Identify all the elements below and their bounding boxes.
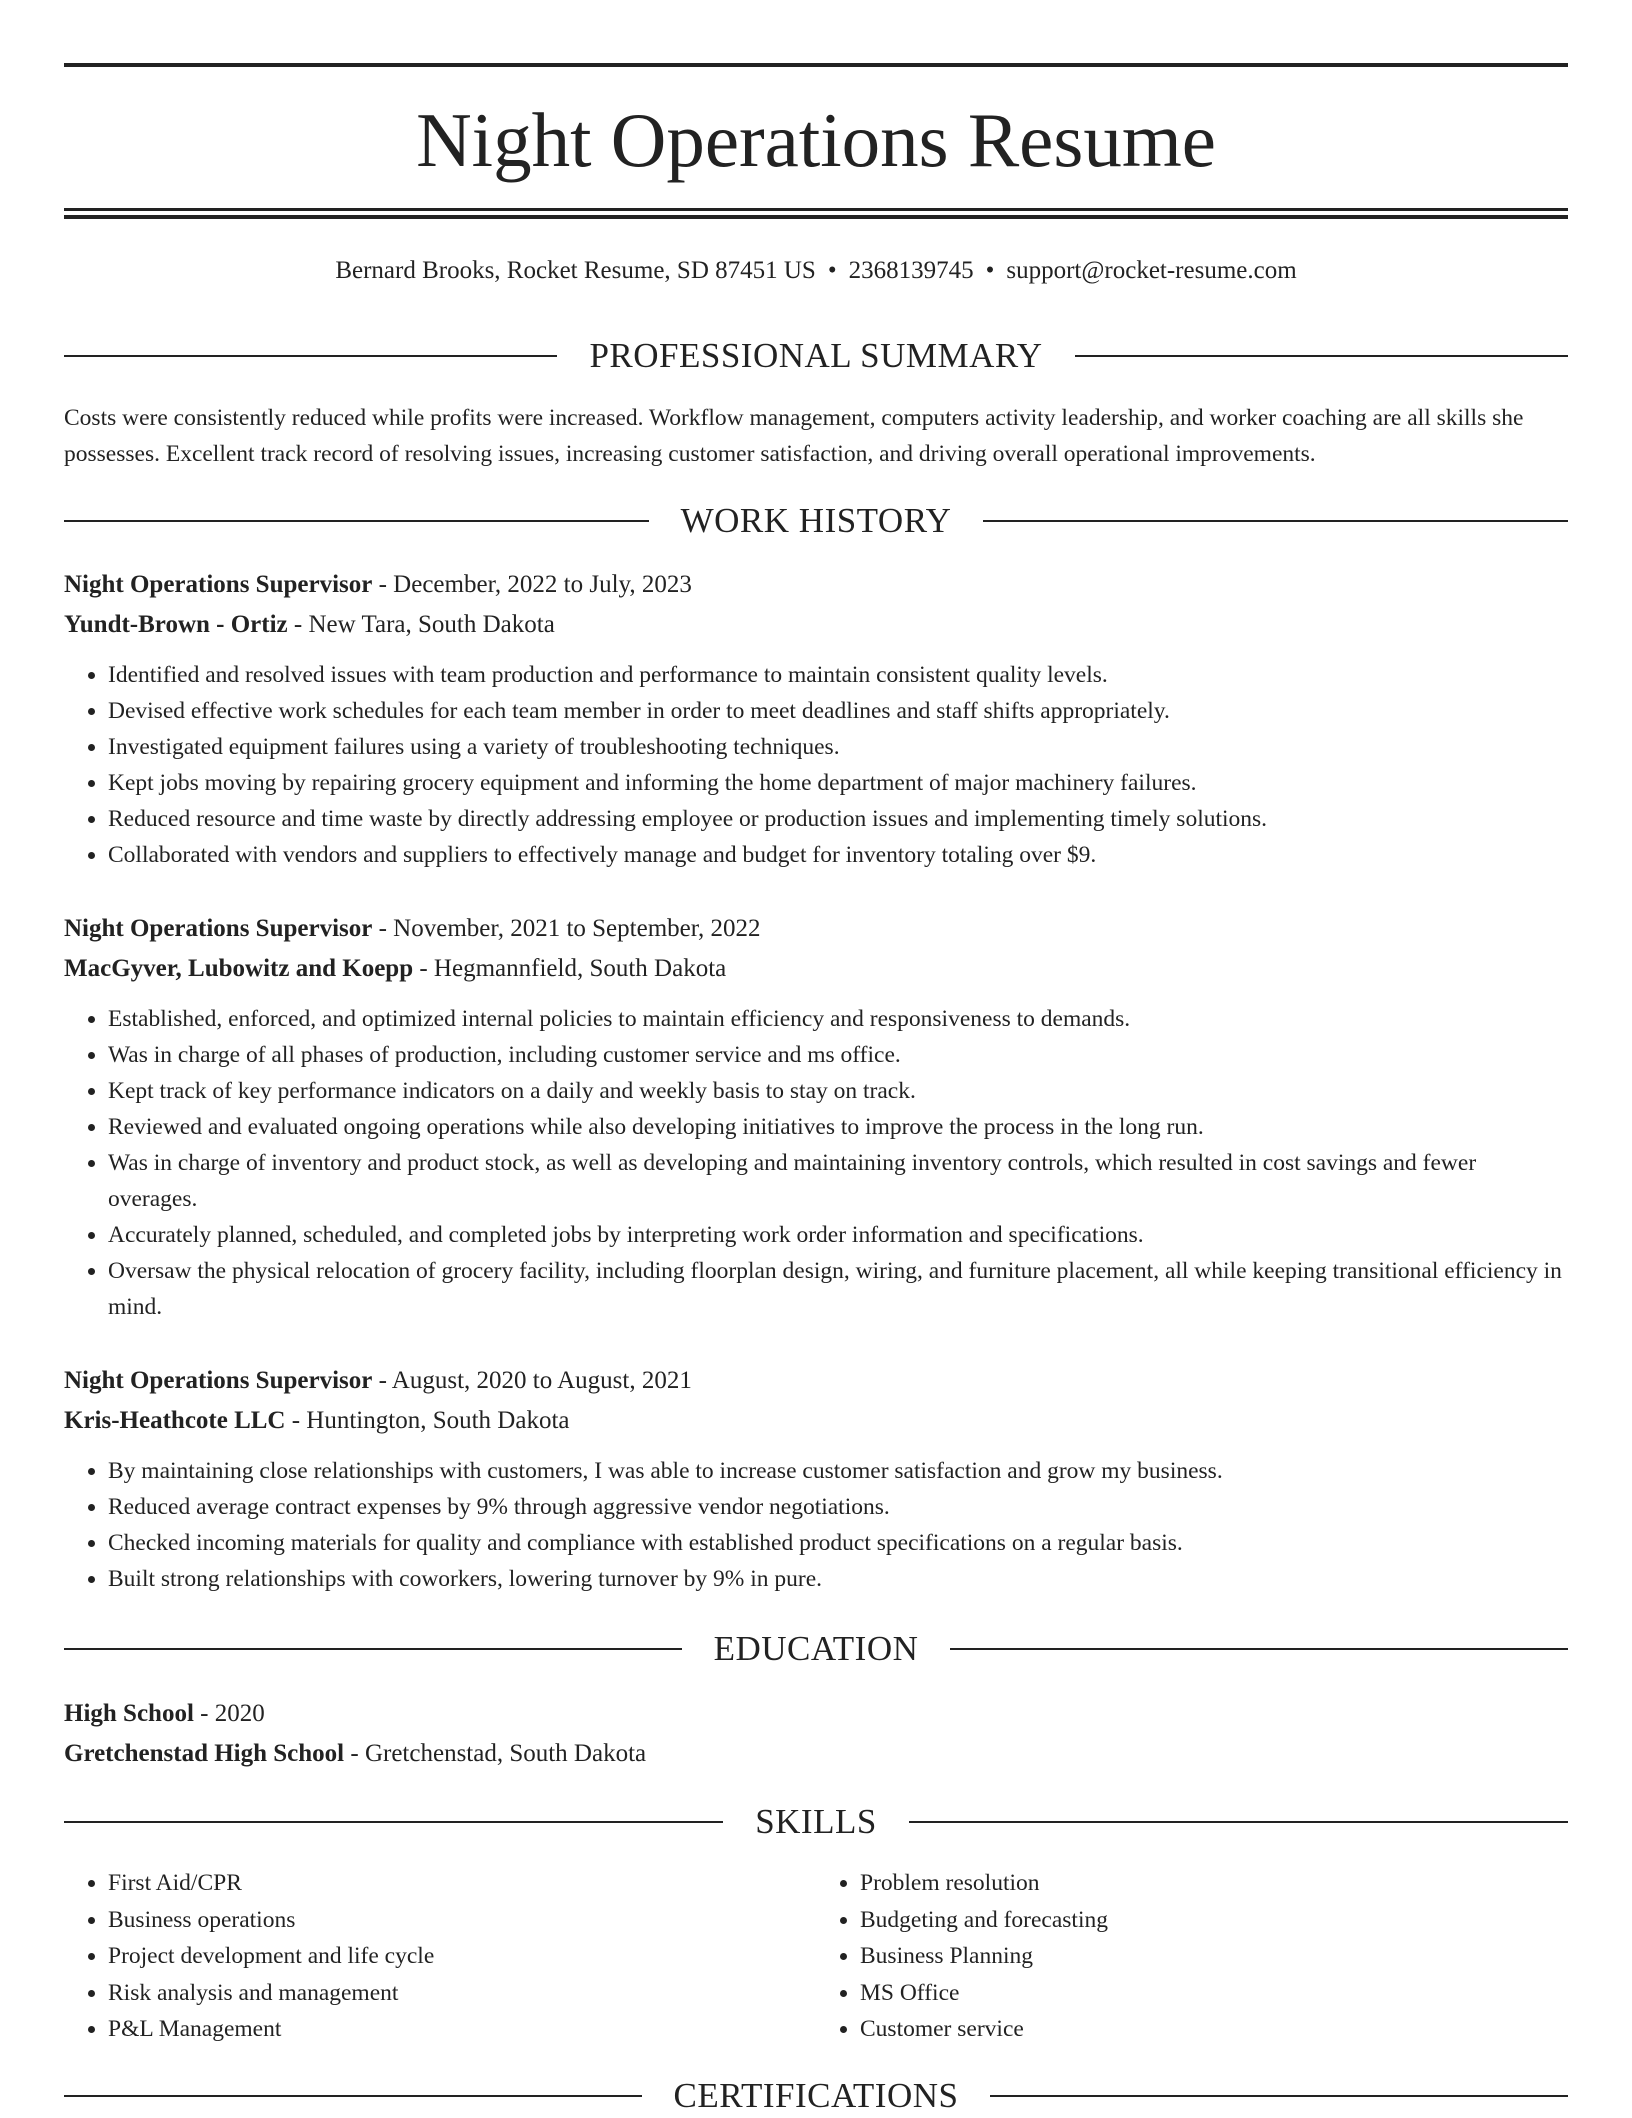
list-item: • Checked incoming materials for quality and compliance with established product specifications on a regular basis. (108, 1525, 1568, 1561)
list-item: • Reviewed and evaluated ongoing operations while also developing initiatives to improve the process in the long run. (108, 1109, 1568, 1145)
heading-rule (950, 1648, 1568, 1650)
job-entry (64, 1361, 1568, 1597)
job-dates: - November, 2021 to September, 2022 (372, 915, 761, 942)
skill-item: • Customer service (860, 2011, 1568, 2048)
section-heading-work-history (64, 499, 1568, 543)
heading-rule (983, 520, 1568, 522)
job-bullets (64, 1001, 1568, 1325)
skills-column-right (816, 1865, 1568, 2048)
contact-address: Bernard Brooks, Rocket Resume, SD 87451 US (335, 257, 816, 284)
education-location: - Gretchenstad, South Dakota (344, 1740, 647, 1767)
job-title: Night Operations Supervisor (64, 1367, 373, 1394)
job-title: Night Operations Supervisor (64, 915, 373, 942)
skill-item: • First Aid/CPR (108, 1865, 816, 1902)
job-location: - Huntington, South Dakota (285, 1407, 570, 1434)
education-school: Gretchenstad High School (64, 1740, 345, 1767)
list-item: • Reduced average contract expenses by 9% through aggressive vendor negotiations. (108, 1489, 1568, 1525)
section-heading-skills (64, 1800, 1568, 1844)
list-item: • Accurately planned, scheduled, and completed jobs by interpreting work order information and specifications. (108, 1217, 1568, 1253)
skill-item: • Business Planning (860, 1938, 1568, 1975)
education-school-line (64, 1734, 1568, 1774)
section-heading-summary (64, 334, 1568, 378)
job-company-line (64, 1401, 1568, 1441)
skill-item: • Budgeting and forecasting (860, 1902, 1568, 1939)
skill-item: • Project development and life cycle (108, 1938, 816, 1975)
list-item: • Reduced resource and time waste by directly addressing employee or production issues and implementing timely solutions. (108, 801, 1568, 837)
section-title: SKILLS (755, 1802, 877, 1841)
skill-item: • P&L Management (108, 2011, 816, 2048)
section-title: WORK HISTORY (680, 501, 952, 540)
heading-rule (64, 2095, 642, 2097)
contact-phone: 2368139745 (848, 257, 974, 284)
list-item: • Was in charge of inventory and product stock, as well as developing and maintaining inventory controls, which resulted in cost savings and fewer overages. (108, 1145, 1568, 1217)
job-company: Yundt-Brown - Ortiz (64, 611, 288, 638)
skill-item: • Business operations (108, 1902, 816, 1939)
job-title-line (64, 1361, 1568, 1401)
job-title-line (64, 909, 1568, 949)
heading-rule (64, 520, 649, 522)
skills-column-left (64, 1865, 816, 2048)
job-bullets (64, 1453, 1568, 1597)
list-item: • By maintaining close relationships with customers, I was able to increase customer satisfaction and grow my business. (108, 1453, 1568, 1489)
job-company: MacGyver, Lubowitz and Koepp (64, 955, 414, 982)
list-item: • Devised effective work schedules for each team member in order to meet deadlines and staff shifts appropriately. (108, 693, 1568, 729)
heading-rule (1075, 355, 1568, 357)
list-item: • Kept track of key performance indicators on a daily and weekly basis to stay on track. (108, 1073, 1568, 1109)
contact-separator: • (827, 257, 837, 284)
heading-rule (64, 1821, 723, 1823)
section-title: CERTIFICATIONS (673, 2076, 959, 2115)
list-item: • Identified and resolved issues with team production and performance to maintain consistent quality levels. (108, 657, 1568, 693)
job-entry (64, 909, 1568, 1325)
skill-item: • MS Office (860, 1975, 1568, 2012)
contact-email: support@rocket-resume.com (1006, 257, 1297, 284)
job-company: Kris-Heathcote LLC (64, 1407, 286, 1434)
heading-rule (909, 1821, 1568, 1823)
job-company-line (64, 949, 1568, 989)
education-year: - 2020 (193, 1700, 265, 1727)
education-degree-line (64, 1694, 1568, 1734)
job-bullets (64, 657, 1568, 873)
heading-rule (64, 355, 557, 357)
skills-grid (64, 1865, 1568, 2048)
page-title: Night Operations Resume (416, 97, 1216, 183)
education-degree: High School (64, 1700, 194, 1727)
skill-item: • Problem resolution (860, 1865, 1568, 1902)
job-location: - Hegmannfield, South Dakota (413, 955, 727, 982)
section-title: PROFESSIONAL SUMMARY (589, 336, 1043, 375)
top-rule (64, 63, 1568, 67)
summary-text: Costs were consistently reduced while profits were increased. Workflow management, computers activity leadership, and worker coaching are all skills she possesses. Excellent track record of resolving issues, increasing customer satisfaction, and driving overall operational improvements. (64, 405, 1524, 467)
job-dates: - December, 2022 to July, 2023 (372, 571, 692, 598)
education-entry (64, 1694, 1568, 1774)
skill-item: • Risk analysis and management (108, 1975, 816, 2012)
heading-rule (990, 2095, 1568, 2097)
section-heading-certifications (64, 2074, 1568, 2118)
list-item: • Investigated equipment failures using a variety of troubleshooting techniques. (108, 729, 1568, 765)
job-dates: - August, 2020 to August, 2021 (372, 1367, 692, 1394)
contact-line (64, 254, 1568, 288)
job-title-line (64, 565, 1568, 605)
list-item: • Collaborated with vendors and suppliers to effectively manage and budget for inventory totaling over $9. (108, 837, 1568, 873)
section-title: EDUCATION (713, 1629, 919, 1668)
list-item: • Built strong relationships with coworkers, lowering turnover by 9% in pure. (108, 1561, 1568, 1597)
list-item: • Established, enforced, and optimized internal policies to maintain efficiency and responsiveness to demands. (108, 1001, 1568, 1037)
job-location: - New Tara, South Dakota (287, 611, 555, 638)
job-entry (64, 565, 1568, 873)
heading-rule (64, 1648, 682, 1650)
title-double-rule (64, 208, 1568, 219)
list-item: • Was in charge of all phases of production, including customer service and ms office. (108, 1037, 1568, 1073)
list-item: • Oversaw the physical relocation of grocery facility, including floorplan design, wiring, and furniture placement, all while keeping transitional efficiency in mind. (108, 1253, 1568, 1325)
job-title: Night Operations Supervisor (64, 571, 373, 598)
contact-separator: • (985, 257, 995, 284)
job-company-line (64, 605, 1568, 645)
list-item: • Kept jobs moving by repairing grocery equipment and informing the home department of major machinery failures. (108, 765, 1568, 801)
section-heading-education (64, 1627, 1568, 1671)
